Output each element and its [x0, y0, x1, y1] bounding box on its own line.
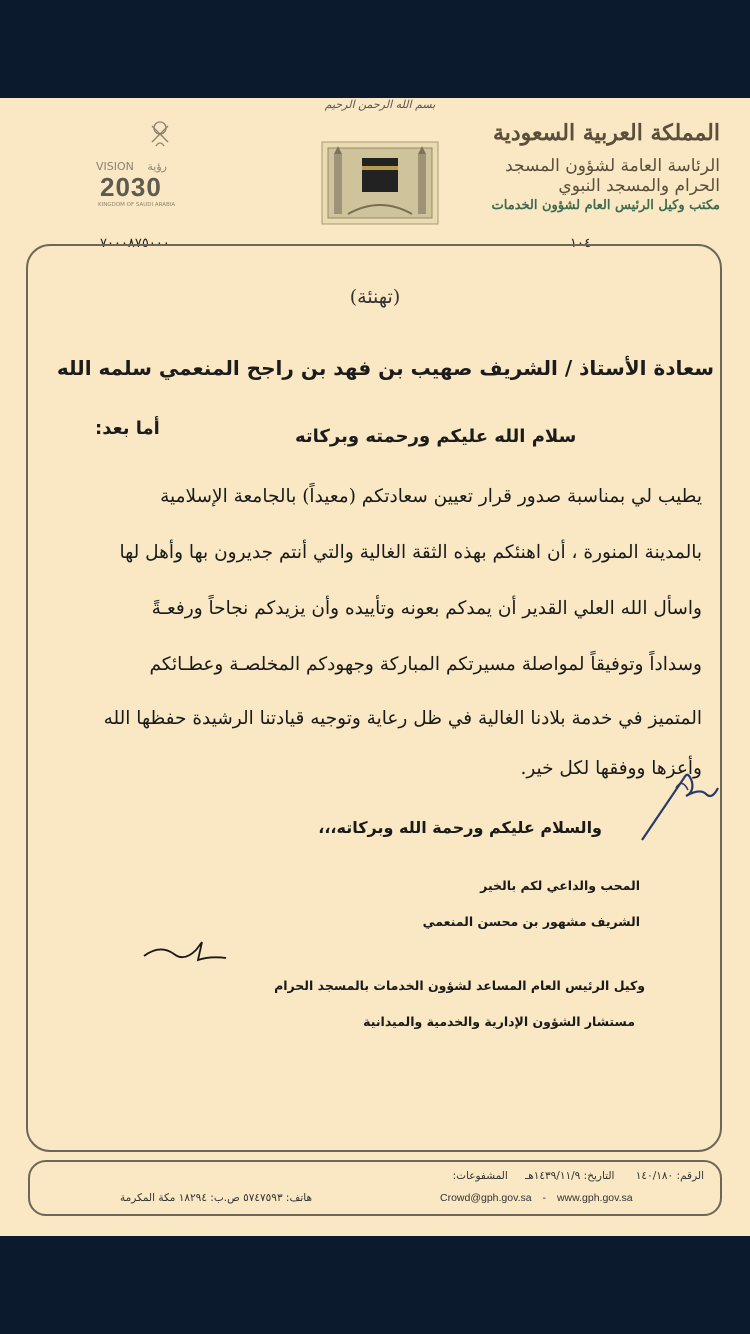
vision-kingdom: KINGDOM OF SAUDI ARABIA	[98, 202, 176, 208]
addressee: سعادة الأستاذ / الشريف صهيب بن فهد بن راجح المنعمي سلمه الله	[56, 356, 714, 380]
signature-name: الشريف مشهور بن محسن المنعمي	[422, 914, 640, 929]
org-office: مكتب وكيل الرئيس العام لشؤون الخدمات	[491, 198, 720, 213]
saudi-emblem-icon	[96, 116, 216, 158]
body-line-3: واسأل الله العلي القدير أن يمدكم بعونه وتأييده وأن يزيدكم نجاحاً ورفعـةً	[151, 598, 702, 619]
signature-title2: مستشار الشؤون الإدارية والخدمية والميدانية	[363, 1014, 635, 1029]
body-line-1: يطيب لي بمناسبة صدور قرار تعيين سعادتكم (معيداً) بالجامعة الإسلامية	[160, 486, 702, 507]
after-greeting: أما بعد:	[95, 418, 160, 439]
signature-title1: وكيل الرئيس العام المساعد لشؤون الخدمات بالمسجد الحرام	[274, 978, 645, 993]
vision-word: VISION	[96, 160, 134, 173]
ref-number-right: ١٠٤	[570, 236, 591, 251]
body-line-4: وسداداً وتوفيقاً لمواصلة مسيرتكم المباركة وجهودكم المخلصـة وعطـائكم	[149, 654, 702, 675]
org-name: المملكة العربية السعودية	[492, 120, 720, 146]
footer-po-box: ص.ب: ١٨٢٩٤ مكة المكرمة	[120, 1192, 240, 1204]
footer-ref-value: ١٤٠/١٨٠	[635, 1170, 674, 1182]
kaaba-emblem-icon	[320, 136, 440, 226]
body-line-5: المتميز في خدمة بلادنا الغالية في ظل رعاية وتوجيه قيادتنا الرشيدة حفظها الله	[103, 708, 702, 729]
footer-web: Crowd@gph.gov.sa - www.gph.gov.sa	[440, 1192, 633, 1204]
bismillah-text: بسم الله الرحمن الرحيم	[324, 98, 436, 111]
footer-email: Crowd@gph.gov.sa	[440, 1192, 532, 1204]
footer-attachments-label: المشفوعات:	[452, 1170, 508, 1182]
letter-footer-frame	[28, 1160, 722, 1216]
vision-year: 2030	[100, 172, 162, 202]
vision-arabic: رؤية	[147, 160, 167, 173]
org-presidency: الرئاسة العامة لشؤون المسجد الحرام والمسجد النبوي	[505, 156, 720, 196]
footer-ref-label: الرقم:	[676, 1170, 704, 1182]
signature-line1: المحب والداعي لكم بالخير	[480, 878, 640, 893]
closing-line: والسلام عليكم ورحمة الله وبركاته،،،	[318, 818, 602, 837]
footer-date-value: ١٤٣٩/١١/٩هـ	[525, 1170, 581, 1182]
letter-body-frame	[26, 244, 722, 1152]
ref-number-left: ٧٠٠٠٨٧٥٠٠٠	[100, 236, 170, 251]
footer-phone: هاتف: ٥٧٤٧٥٩٣	[243, 1192, 312, 1204]
footer-website: www.gph.gov.sa	[556, 1192, 633, 1204]
body-line-2: بالمدينة المنورة ، أن اهنئكم بهذه الثقة الغالية والتي أنتم جديرون بها وأهل لها	[119, 542, 702, 563]
vision-2030-logo	[96, 116, 216, 211]
greeting: سلام الله عليكم ورحمته وبركاته	[295, 426, 577, 447]
footer-date-label: التاريخ:	[583, 1170, 615, 1182]
body-line-6: وأعزها ووفقها لكل خير.	[520, 758, 702, 779]
letter-title: (تهنئة)	[349, 286, 401, 308]
